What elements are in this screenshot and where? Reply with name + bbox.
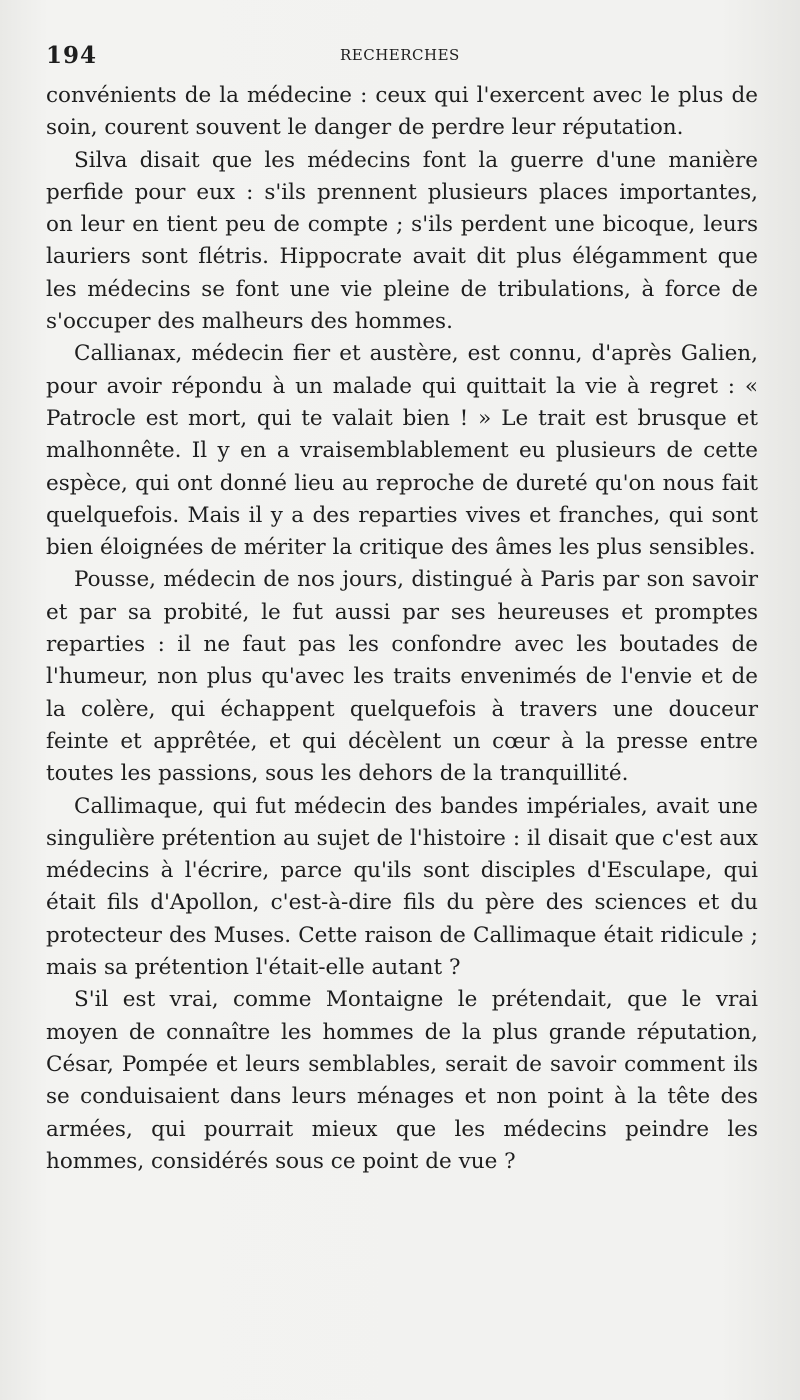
running-head: RECHERCHES xyxy=(340,46,460,64)
paragraph-callimaque: Callimaque, qui fut médecin des bandes impériales, avait une singulière prétention au sujet de l'histoire : il disait que c'est aux médecins à l'écrire, parce qu'ils sont disciples d'Esculape, qui était fils d'Apollon, c'est-à-dire fils du père des sciences et du protecteur des Muses. Cette raison de Callimaque était ridicule ; mais sa prétention l'était-elle autant ? xyxy=(46,793,758,981)
paragraph-callianax: Callianax, médecin fier et austère, est connu, d'après Galien, pour avoir répondu à un malade qui quittait la vie à regret : « Patrocle est mort, qui te valait bien ! » Le trait est brusque et malhonnête. Il y en a vraisemblablement eu plusieurs de cette espèce, qui ont donné lieu au reproche de dureté qu'on nous fait quelquefois. Mais il y a des reparties vives et franches, qui sont bien éloignées de mériter la critique des âmes les plus sensibles. xyxy=(46,341,758,561)
paragraph-silva: Silva disait que les médecins font la guerre d'une manière perfide pour eux : s'ils prennent plusieurs places importantes, on leur en tient peu de compte ; s'ils perdent une bicoque, leurs lauriers sont flétris. Hippocrate avait dit plus élégamment que les médecins se font une vie pleine de tribulations, à force de s'occuper des malheurs des hommes. xyxy=(46,147,758,335)
paragraph-montaigne: S'il est vrai, comme Montaigne le prétendait, que le vrai moyen de connaître les hommes de la plus grande réputation, César, Pompée et leurs semblables, serait de savoir comment ils se conduisaient dans leurs ménages et non point à la tête des armées, qui pourrait mieux que les médecins peindre les hommes, considérés sous ce point de vue ? xyxy=(46,987,758,1174)
paragraph-continuation: convénients de la médecine : ceux qui l'exercent avec le plus de soin, courent souvent le danger de perdre leur réputation. xyxy=(46,83,758,141)
paragraph-pousse: Pousse, médecin de nos jours, distingué à Paris par son savoir et par sa probité, le fut aussi par ses heureuses et promptes reparties : il ne faut pas les confondre avec les boutades de l'humeur, non plus qu'avec les traits envenimés de l'envie et de la colère, qui échappent quelquefois à travers une douceur feinte et apprêtée, et qui décèlent un cœur à la presse entre toutes les passions, sous les dehors de la tranquillité. xyxy=(46,567,758,787)
page-header xyxy=(46,42,606,72)
page-number: 194 xyxy=(46,42,98,69)
body-text xyxy=(46,80,758,1178)
